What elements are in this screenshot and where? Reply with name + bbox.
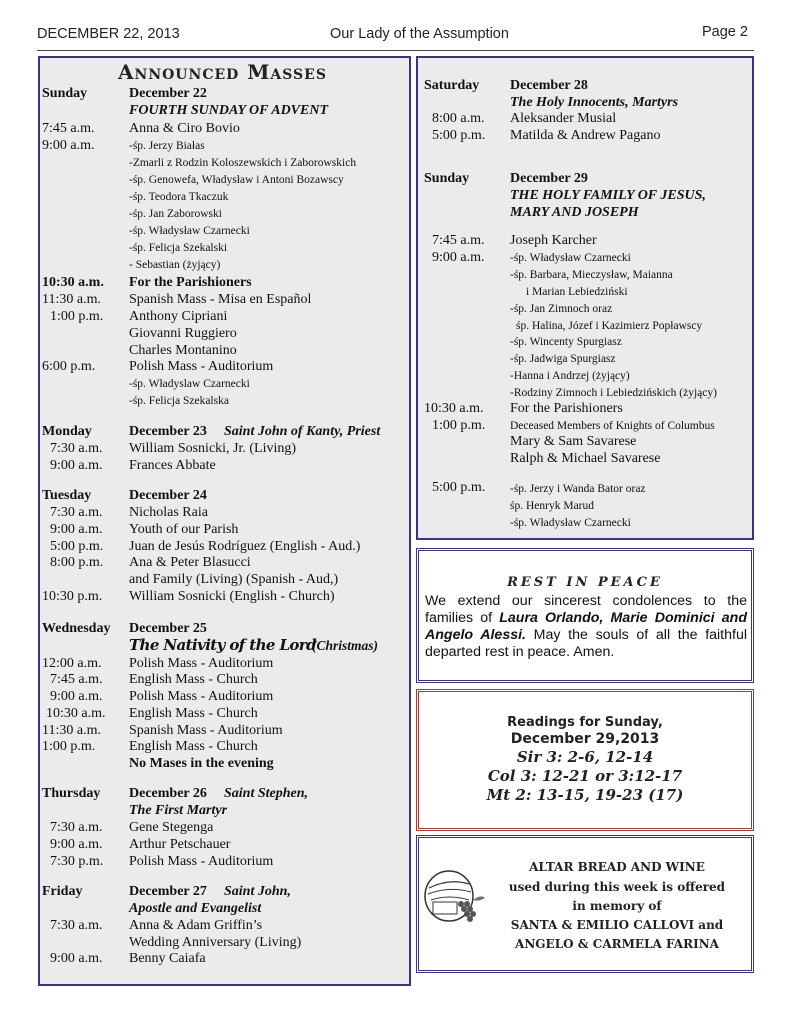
mass-time: 5:00 p.m. <box>432 128 486 143</box>
chalice-grapes-icon <box>423 864 491 926</box>
day-label: Saturday <box>424 78 480 93</box>
mass-intention: Anna & Ciro Bovio <box>129 121 240 136</box>
mass-intention: Polish Mass - Auditorium <box>129 689 274 704</box>
mass-intention: -śp. Władysław Czarnecki <box>510 252 631 264</box>
mass-intention: Anna & Adam Griffin’s <box>129 918 263 933</box>
mass-intention: Charles Montanino <box>129 343 237 358</box>
mass-time: 9:00 a.m. <box>50 837 103 852</box>
mass-intention: Polish Mass - Auditorium <box>129 656 274 671</box>
mass-time: 10:30 a.m. <box>46 706 106 721</box>
mass-intention: English Mass - Church <box>129 706 258 721</box>
feast-title: Saint John of Kanty, Priest <box>224 424 381 439</box>
day-date: December 22 <box>129 86 207 101</box>
mass-intention: Juan de Jesús Rodríguez (English - Aud.) <box>129 539 361 554</box>
mass-intention: -Rodziny Zimnoch i Lebiedzińskich (żyjący) <box>510 387 717 399</box>
mass-intention: English Mass - Church <box>129 739 258 754</box>
mass-intention: śp. Halina, Józef i Kazimierz Popławscy <box>516 320 703 332</box>
mass-time: 7:30 a.m. <box>50 505 103 520</box>
issue-date: DECEMBER 22, 2013 <box>37 26 180 42</box>
mass-time: 9:00 a.m. <box>50 458 103 473</box>
mass-time: 7:30 a.m. <box>50 918 103 933</box>
day-label: Sunday <box>424 171 470 186</box>
mass-intention: Anthony Cipriani <box>129 309 228 324</box>
day-label: Monday <box>42 424 92 439</box>
feast-subtitle: MARY AND JOSEPH <box>510 205 639 220</box>
mass-time: 8:00 a.m. <box>432 111 485 126</box>
announced-masses-panel <box>38 56 411 986</box>
mass-intention: -śp. Felicja Szekalska <box>129 395 229 407</box>
mass-time: 7:30 a.m. <box>50 820 103 835</box>
mass-time: 7:45 a.m. <box>432 233 485 248</box>
schedule-note: No Mases in the evening <box>129 756 274 771</box>
condolence-text: We extend our sincerest condolences to the families of Laura Orlando, Marie Dominici and Angelo Alessi. May the souls of all the faithful departed rest in peace. Amen. <box>425 593 747 660</box>
altar-heading: ALTAR BREAD AND WINE <box>529 860 705 874</box>
header-divider <box>37 50 754 51</box>
mass-intention: English Mass - Church <box>129 672 258 687</box>
mass-intention: -śp. Jerzy Białas <box>129 140 205 152</box>
mass-time: 11:30 a.m. <box>42 292 101 307</box>
mass-time: 5:00 p.m. <box>432 480 486 495</box>
readings-heading: Readings for Sunday, <box>507 715 663 730</box>
feast-subtitle: Apostle and Evangelist <box>129 901 262 916</box>
deceased-names: Laura Orlando, Marie Dominici and Angelo Alessi. <box>425 610 747 643</box>
mass-intention: -śp. Wincenty Spurgiasz <box>510 336 622 348</box>
mass-intention: -śp. Teodora Tkaczuk <box>129 191 229 203</box>
mass-intention: i Marian Lebiedziński <box>526 286 628 298</box>
mass-intention: -śp. Jerzy i Wanda Bator oraz <box>510 483 646 495</box>
day-label: Thursday <box>42 786 101 801</box>
altar-text: used during this week is offered <box>508 880 726 894</box>
mass-intention: Spanish Mass - Auditorium <box>129 723 283 738</box>
mass-time: 11:30 a.m. <box>42 723 101 738</box>
mass-intention: -śp. Barbara, Mieczysław, Maianna <box>510 269 673 281</box>
mass-intention: Arthur Petschauer <box>129 837 231 852</box>
mass-time: 10:30 a.m. <box>42 275 104 290</box>
mass-time: 12:00 a.m. <box>42 656 102 671</box>
mass-time: 9:00 a.m. <box>50 522 103 537</box>
day-label: Tuesday <box>42 488 92 503</box>
feast-subtitle: The First Martyr <box>129 803 228 818</box>
mass-time: 5:00 p.m. <box>50 539 104 554</box>
day-date: December 28 <box>510 78 588 93</box>
mass-intention: Mary & Sam Savarese <box>510 434 637 449</box>
mass-time: 9:00 a.m. <box>42 138 95 153</box>
day-date: December 24 <box>129 488 207 503</box>
mass-time: 9:00 a.m. <box>50 951 103 966</box>
mass-intention: Joseph Karcher <box>510 233 597 248</box>
mass-intention: For the Parishioners <box>129 275 252 290</box>
mass-time: 1:00 p.m. <box>432 418 486 433</box>
day-label: Wednesday <box>42 621 111 636</box>
mass-intention: Polish Mass - Auditorium <box>129 854 274 869</box>
feast-title: THE HOLY FAMILY OF JESUS, <box>510 188 706 203</box>
feast-title: FOURTH SUNDAY OF ADVENT <box>129 103 329 118</box>
altar-bread-wine-panel <box>416 835 754 973</box>
day-label: Friday <box>42 884 83 899</box>
rest-in-peace-title: REST IN PEACE <box>507 575 663 590</box>
mass-intention: -śp. Jan Zaborowski <box>129 208 222 220</box>
mass-intention: -śp. Felicja Szekalski <box>129 242 228 254</box>
announced-masses-continued-panel <box>416 56 754 540</box>
mass-intention: William Sosnicki (English - Church) <box>129 589 335 604</box>
mass-intention: Giovanni Ruggiero <box>129 326 237 341</box>
announced-masses-title: Announced Masses <box>118 60 327 84</box>
readings-date: December 29,2013 <box>510 731 660 747</box>
reading-reference: Mt 2: 13-15, 19-23 (17) <box>486 786 684 804</box>
day-date: December 27 <box>129 884 207 899</box>
mass-intention: -śp. Władyslaw Czarnecki <box>129 378 250 390</box>
mass-time: 7:45 a.m. <box>50 672 103 687</box>
feast-title: The Holy Innocents, Martyrs <box>510 95 679 110</box>
mass-intention: Frances Abbate <box>129 458 216 473</box>
mass-intention: -śp. Jadwiga Spurgiasz <box>510 353 616 365</box>
mass-intention: śp. Henryk Marud <box>510 500 594 512</box>
feast-title: Saint John, <box>224 884 291 899</box>
mass-intention: - Sebastian (żyjący) <box>129 259 221 271</box>
mass-time: 9:00 a.m. <box>50 689 103 704</box>
feast-title: The Nativity of the Lord <box>129 636 316 654</box>
mass-intention: Ana & Peter Blasucci <box>129 555 251 570</box>
altar-memory-names: SANTA & EMILIO CALLOVI and <box>510 918 724 932</box>
mass-intention: -Hanna i Andrzej (żyjący) <box>510 370 630 382</box>
parish-name: Our Lady of the Assumption <box>330 26 509 42</box>
mass-time: 7:30 p.m. <box>50 854 104 869</box>
mass-time: 6:00 p.m. <box>42 359 96 374</box>
mass-intention: Youth of our Parish <box>129 522 239 537</box>
mass-intention: For the Parishioners <box>510 401 623 416</box>
day-label: Sunday <box>42 86 88 101</box>
altar-text: in memory of <box>572 899 662 913</box>
day-date: December 29 <box>510 171 588 186</box>
reading-reference: Sir 3: 2-6, 12-14 <box>516 748 654 766</box>
mass-time: 7:30 a.m. <box>50 441 103 456</box>
day-date: December 23 <box>129 424 207 439</box>
mass-time: 1:00 p.m. <box>42 739 96 754</box>
mass-intention: Matilda & Andrew Pagano <box>510 128 661 143</box>
rest-in-peace-panel <box>416 548 754 683</box>
mass-time: 1:00 p.m. <box>50 309 104 324</box>
mass-time: 10:30 p.m. <box>42 589 103 604</box>
mass-intention: Polish Mass - Auditorium <box>129 359 274 374</box>
mass-time: 10:30 a.m. <box>424 401 484 416</box>
mass-intention: Aleksander Musial <box>510 111 617 126</box>
mass-time: 9:00 a.m. <box>432 250 485 265</box>
mass-intention: Nicholas Raia <box>129 505 208 520</box>
feast-title: Saint Stephen, <box>224 786 309 801</box>
mass-intention: -śp. Władysław Czarnecki <box>510 517 631 529</box>
mass-intention: -śp. Genowefa, Władysław i Antoni Bozawscy <box>129 174 344 186</box>
mass-intention: Benny Caiafa <box>129 951 206 966</box>
mass-intention: Ralph & Michael Savarese <box>510 451 661 466</box>
page-header <box>0 24 791 48</box>
mass-intention: and Family (Living) (Spanish - Aud,) <box>129 572 339 587</box>
mass-intention: Deceased Members of Knights of Columbus <box>510 420 715 432</box>
mass-intention: Spanish Mass - Misa en Español <box>129 292 312 307</box>
reading-reference: Col 3: 12-21 or 3:12-17 <box>487 767 683 785</box>
mass-intention: William Sosnicki, Jr. (Living) <box>129 441 297 456</box>
mass-intention: -Zmarli z Rodzin Koloszewskich i Zaborowskich <box>129 157 357 169</box>
mass-intention: Wedding Anniversary (Living) <box>129 935 302 950</box>
altar-memory-names: ANGELO & CARMELA FARINA <box>515 937 719 951</box>
mass-intention: -śp. Jan Zimnoch oraz <box>510 303 613 315</box>
sunday-readings-panel <box>416 689 754 831</box>
mass-time: 7:45 a.m. <box>42 121 95 136</box>
day-date: December 25 <box>129 621 207 636</box>
mass-time: 8:00 p.m. <box>50 555 104 570</box>
mass-intention: -śp. Władysław Czarnecki <box>129 225 250 237</box>
feast-subtitle: (Christmas) <box>312 638 379 653</box>
page-number: Page 2 <box>702 24 748 40</box>
day-date: December 26 <box>129 786 207 801</box>
mass-intention: Gene Stegenga <box>129 820 214 835</box>
